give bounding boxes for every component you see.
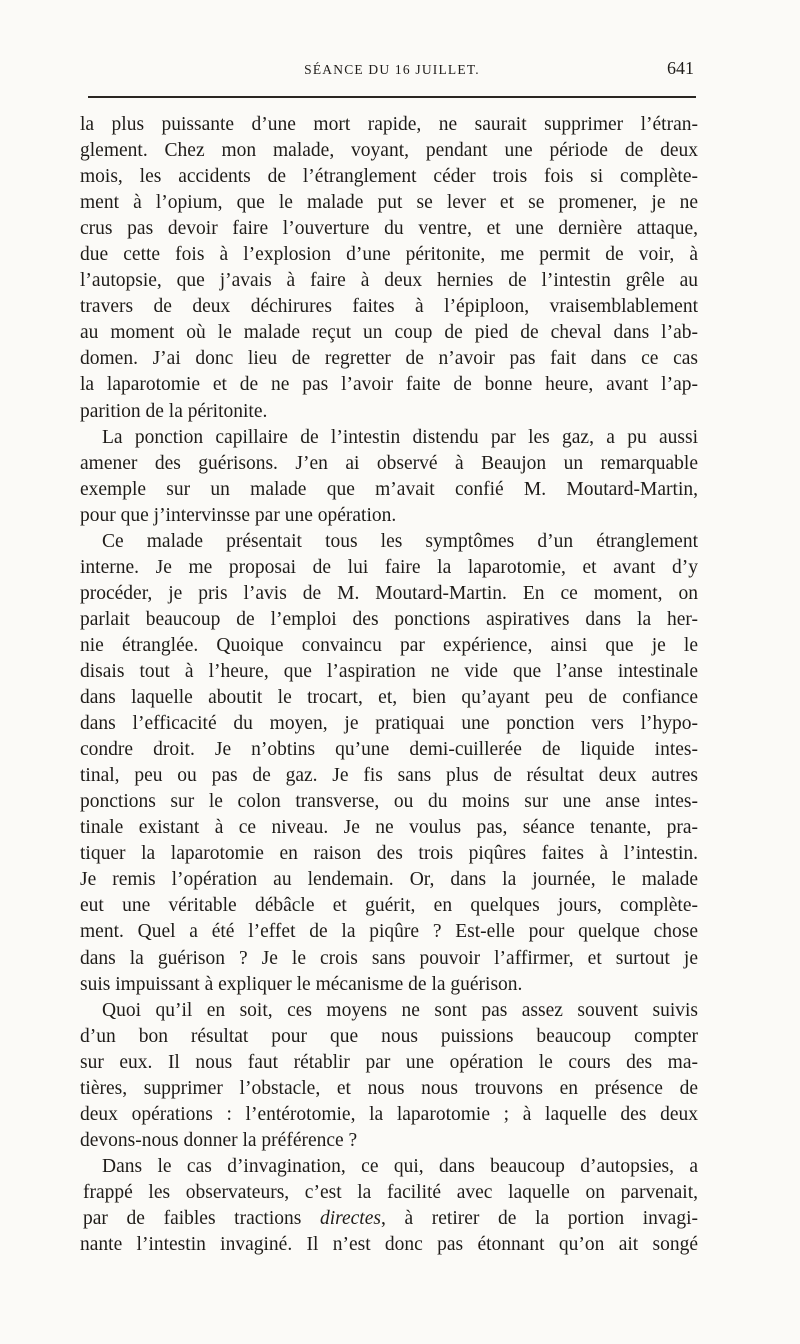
text-line: exemple sur un malade que m’avait confié M. Moutard-Martin,	[80, 478, 698, 500]
text-line: eut une véritable débâcle et guérit, en quelques jours, complète-	[80, 895, 698, 917]
text-line: due cette fois à l’explosion d’une péritonite, me permit de voir, à	[80, 244, 698, 266]
text-line: d’un bon résultat pour que nous puissions beaucoup compter	[80, 1025, 698, 1047]
text-line: pour que j’intervinsse par une opération.	[80, 504, 397, 526]
paragraph-4	[80, 998, 698, 1154]
text-line: Quoi qu’il en soit, ces moyens ne sont pas assez souvent suivis	[102, 999, 698, 1021]
text-line: ment à l’opium, que le malade put se lever et se promener, je ne	[80, 192, 698, 214]
text-line: domen. J’ai donc lieu de regretter de n’avoir pas fait dans ce cas	[80, 348, 698, 370]
text-line: mois, les accidents de l’étranglement céder trois fois si complète-	[80, 166, 698, 188]
emphasized-word: directes	[319, 1207, 381, 1229]
text-line: dans l’efficacité du moyen, je pratiquai une ponction vers l’hypo-	[80, 713, 698, 735]
text-line: dans la guérison ? Je le crois sans pouvoir l’affirmer, et surtout je	[80, 947, 698, 969]
text-line: crus pas devoir faire l’ouverture du ventre, et une dernière attaque,	[80, 218, 698, 240]
paragraph-5	[80, 1154, 698, 1258]
paragraph-1	[80, 112, 698, 425]
page-number: 641	[667, 58, 694, 78]
text-run: par de faibles tractions	[83, 1207, 320, 1229]
text-line: nante l’intestin invaginé. Il n’est donc pas étonnant qu’on ait songé	[80, 1234, 698, 1256]
text-line: tières, supprimer l’obstacle, et nous nous trouvons en présence de	[80, 1077, 698, 1099]
text-run: , à retirer de la portion invagi-	[380, 1207, 698, 1229]
text-line: nie étranglée. Quoique convaincu par expérience, ainsi que je le	[80, 634, 698, 656]
text-line-with-emphasis	[80, 1206, 698, 1232]
text-line: glement. Chez mon malade, voyant, pendant une période de deux	[80, 140, 698, 162]
text-line: sur eux. Il nous faut rétablir par une opération le cours des ma-	[80, 1051, 698, 1073]
text-line: ment. Quel a été l’effet de la piqûre ? Est-elle pour quelque chose	[80, 921, 698, 943]
text-line: amener des guérisons. J’en ai observé à Beaujon un remarquable	[80, 452, 698, 474]
text-line: Ce malade présentait tous les symptômes d’un étranglement	[102, 530, 698, 552]
text-line: parlait beaucoup de l’emploi des ponctions aspiratives dans la her-	[80, 608, 698, 630]
text-line: Dans le cas d’invagination, ce qui, dans beaucoup d’autopsies, a	[102, 1155, 698, 1177]
text-line: Je remis l’opération au lendemain. Or, dans la journée, le malade	[80, 869, 698, 891]
text-line: travers de deux déchirures faites à l’épiploon, vraisemblablement	[80, 296, 698, 318]
text-line: procéder, je pris l’avis de M. Moutard-Martin. En ce moment, on	[80, 582, 698, 604]
text-line: suis impuissant à expliquer le mécanisme de la guérison.	[80, 973, 523, 995]
text-line: condre droit. Je n’obtins qu’une demi-cuillerée de liquide intes-	[80, 739, 698, 761]
text-line: l’autopsie, que j’avais à faire à deux hernies de l’intestin grêle au	[80, 270, 698, 292]
text-line: au moment où le malade reçut un coup de pied de cheval dans l’ab-	[80, 322, 698, 344]
text-line: La ponction capillaire de l’intestin distendu par les gaz, a pu aussi	[102, 426, 698, 448]
header-rule	[88, 96, 696, 98]
text-line: interne. Je me proposai de lui faire la laparotomie, et avant d’y	[80, 556, 698, 578]
text-line: tinal, peu ou pas de gaz. Je fis sans plus de résultat deux autres	[80, 765, 698, 787]
text-line: tiquer la laparotomie en raison des trois piqûres faites à l’intestin.	[80, 843, 698, 865]
text-line: parition de la péritonite.	[80, 400, 268, 422]
body-text	[80, 112, 698, 1258]
page-header	[88, 58, 696, 88]
text-line: frappé les observateurs, c’est la facilité avec laquelle on parvenait,	[83, 1181, 698, 1203]
paragraph-3	[80, 529, 698, 998]
text-line: dans laquelle aboutit le trocart, et, bien qu’ayant peu de confiance	[80, 687, 698, 709]
running-title: SÉANCE DU 16 JUILLET.	[304, 62, 480, 77]
text-line: la plus puissante d’une mort rapide, ne saurait supprimer l’étran-	[80, 114, 698, 135]
text-line: devons-nous donner la préférence ?	[80, 1129, 358, 1151]
text-line: deux opérations : l’entérotomie, la laparotomie ; à laquelle des deux	[80, 1103, 698, 1125]
text-line: ponctions sur le colon transverse, ou du moins sur une anse intes-	[80, 791, 698, 813]
text-line: disais tout à l’heure, que l’aspiration ne vide que l’anse intestinale	[80, 660, 698, 682]
text-line: tinale existant à ce niveau. Je ne voulus pas, séance tenante, pra-	[80, 817, 698, 839]
paragraph-2	[80, 425, 698, 529]
text-line: la laparotomie et de ne pas l’avoir faite de bonne heure, avant l’ap-	[80, 374, 698, 396]
